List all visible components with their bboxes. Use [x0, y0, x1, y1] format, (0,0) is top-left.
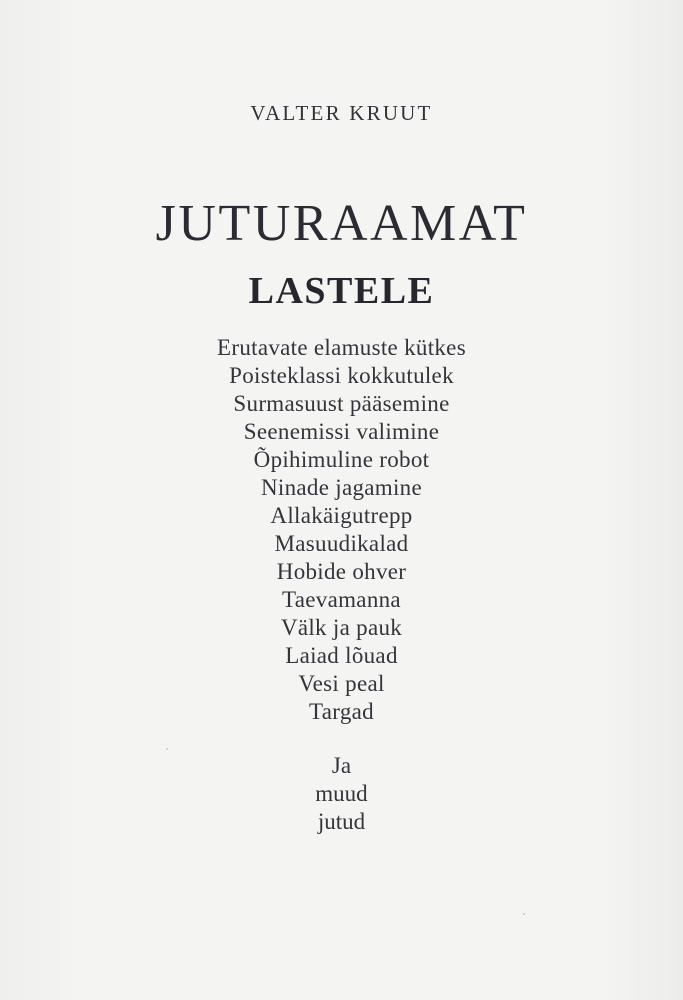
contents-list: [0, 334, 683, 726]
list-item: Masuudikalad: [274, 531, 409, 556]
list-item: Vesi peal: [298, 671, 385, 696]
list-item: Ninade jagamine: [261, 475, 422, 500]
tail-block: [315, 752, 367, 836]
paper-speck: [166, 748, 168, 750]
list-item: Targad: [309, 699, 374, 724]
tail-line: muud: [315, 781, 368, 806]
paper-speck: [523, 913, 525, 915]
author-name: VALTER KRUUT: [250, 101, 433, 125]
list-item: Hobide ohver: [276, 559, 407, 584]
list-item: Laiad lõuad: [285, 643, 398, 668]
list-item: Poisteklassi kokkutulek: [229, 363, 454, 388]
book-title: JUTURAAMAT: [155, 195, 528, 252]
book-subtitle: LASTELE: [248, 270, 435, 312]
list-item: Taevamanna: [282, 587, 401, 612]
list-item: Seenemissi valimine: [243, 419, 440, 444]
list-item: Surmasuust pääsemine: [233, 391, 450, 416]
list-item: Välk ja pauk: [280, 615, 403, 640]
tail-line: Ja: [331, 753, 352, 778]
list-item: Õpihimuline robot: [253, 447, 430, 472]
tail-line: jutud: [317, 809, 366, 834]
list-item: Allakäigutrepp: [270, 503, 413, 528]
list-item: Erutavate elamuste kütkes: [217, 335, 466, 360]
